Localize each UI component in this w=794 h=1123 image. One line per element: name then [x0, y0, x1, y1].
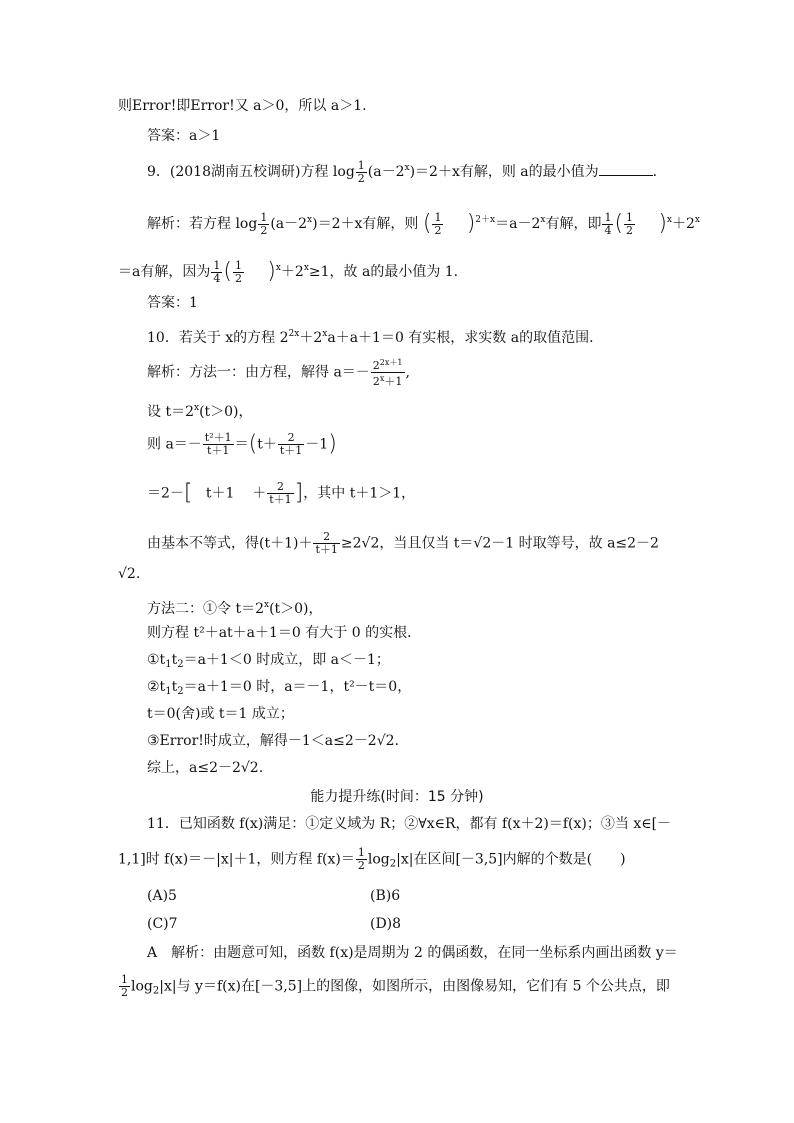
section-heading: 能力提升练(时间：15 分钟) — [310, 789, 484, 805]
problem-11-line-1: 11．已知函数 f(x)满足：①定义域为 R；②∀x∈R，都有 f(x＋2)＝f(x)；③当 x∈[－ — [147, 816, 672, 832]
option-a: (A)5 — [147, 888, 177, 904]
method-2-line-4: $②t_1t_2=a+1=0$ 时，a＝－1，t²－t＝0， — [147, 679, 412, 697]
problem-10: 10．若关于 x的方程 $2^{2x}+2^xa+a+1=0$ 有实根，求实数 a的取值范围． — [147, 329, 604, 346]
answer-line-9: 答案：1 — [147, 295, 198, 311]
method-2-line-6: ③Error!时成立，解得－1＜a≤2－2√2. — [147, 733, 399, 749]
solution-10-line-2: 设 $t=2^x(t>0)$， — [147, 403, 253, 420]
solution-10-line-5: 由基本不等式，得(t＋1)＋ $\frac{2}{t+1}$ ≥2√2，当且仅当 t＝√2－1 时取等号，故 a≤2－2 — [147, 530, 659, 556]
solution-10-line-1: 解析：方法一：由方程，解得 a＝－ $\frac{2^{2x+1}}{2^x+1}$ , — [147, 358, 410, 388]
conclusion-line: 综上，a≤2－2√2. — [147, 760, 264, 776]
option-c: (C)7 — [147, 916, 178, 932]
fraction: $\frac{1}{2}$ — [434, 210, 442, 237]
fraction: $\frac{2^{2x+1}}{2^x+1}$ — [372, 358, 403, 388]
method-2-line-5: t＝0(舍)或 t＝1 成立； — [147, 706, 294, 722]
solution-10-line-3: 则 a＝－ $\frac{\text{t²＋1}}{t+1}$ ＝(t＋ $\frac{2}{t+1}$ －1) — [147, 431, 337, 457]
fraction: $\frac{1}{2}$ — [357, 846, 365, 872]
text-line-1: 则Error!即Error!又 a＞0，所以 a＞1. — [118, 98, 367, 114]
solution-10-line-6: √2. — [118, 566, 141, 582]
answer-line-8: 答案：a＞1 — [147, 128, 221, 144]
method-2-line-2: 则方程 t²＋at＋a＋1＝0 有大于 0 的实根． — [147, 625, 422, 641]
option-b: (B)6 — [370, 888, 401, 904]
fraction: $\frac{1}{2}$ — [121, 973, 128, 999]
problem-11-line-2: 1,1]时 f(x)＝－|x|＋1，则方程 f(x)＝ $\frac{1}{2}$ $\log_2|x|$在区间[－3,5]内解的个数是( ) — [118, 846, 626, 872]
fraction: $\frac{2}{t+1}$ — [269, 480, 292, 506]
problem-9: 9．(2018湖南五校调研)方程 log $\frac{1}{2}$ $(a-2^x)=2+x$有解，则 a的最小值为 ． — [147, 158, 667, 185]
fraction: $\frac{2}{t+1}$ — [279, 431, 303, 457]
solution-11-line-1: A 解析：由题意可知，函数 f(x)是周期为 2 的偶函数，在同一坐标系内画出函数 y＝ — [147, 945, 678, 961]
method-2-line-1: 方法二：①令 $t=2^x(t>0)$， — [147, 600, 323, 617]
fraction: $\frac{1}{4}$ — [604, 210, 612, 237]
fraction: $\frac{2}{t+1}$ — [315, 530, 338, 556]
solution-9-line-2: ＝a有解，因为 $\frac{1}{4}$ ( $\frac{1}{2}$ )$^x+2^x\ge 1$，故 a的最小值为 1. — [118, 258, 459, 285]
method-2-line-3: $①t_1t_2=a+1<0$ 时成立，即 a＜－1； — [147, 652, 390, 670]
answer-blank — [599, 163, 653, 176]
solution-11-line-2: $\frac{1}{2}$ $\log_2|x|$与 y＝f(x)在[－3,5]上的图像，如图所示，由图像易知，它们有 5 个公共点，即 — [121, 973, 670, 999]
fraction: $\frac{\text{t²＋1}}{t+1}$ — [204, 431, 232, 457]
solution-10-line-4: ＝2－[ t＋1 ＋ $\frac{2}{t+1}$ ]，其中 t＋1＞1， — [147, 480, 416, 506]
fraction: $\frac{1}{2}$ — [626, 210, 634, 237]
fraction: $\frac{1}{2}$ — [260, 210, 268, 237]
fraction: $\frac{1}{2}$ — [357, 158, 365, 185]
fraction: $\frac{1}{2}$ — [234, 258, 242, 285]
option-d: (D)8 — [370, 916, 402, 932]
solution-9-line-1: 解析：若方程 log $\frac{1}{2}$ $(a-2^x)=2+x$有解，则 ( $\frac{1}{2}$ )$^{2+x}=a-2^x$有解，即 $\frac{1}{4}$ ( $\frac{1}{2}$ )$^x+2^x$ — [147, 210, 700, 237]
fraction: $\frac{1}{4}$ — [213, 258, 221, 285]
